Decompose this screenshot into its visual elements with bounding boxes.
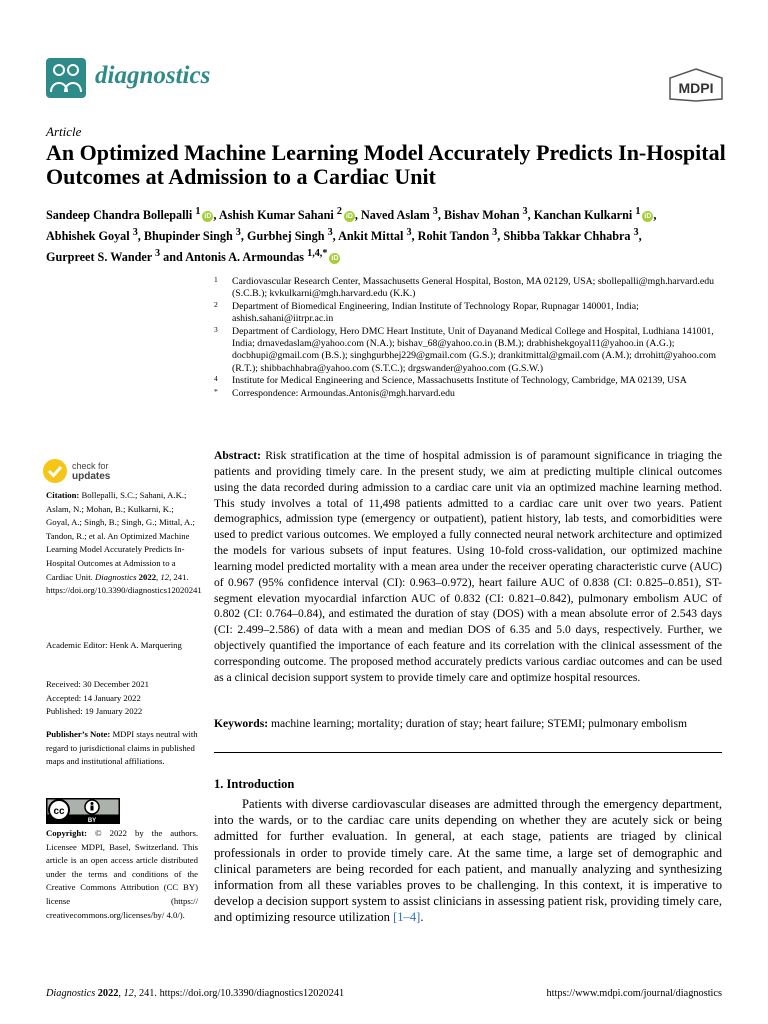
- author-separator: and: [160, 250, 186, 265]
- svg-text:cc: cc: [53, 806, 65, 817]
- copyright-label: Copyright:: [46, 828, 88, 838]
- footer-journal-url[interactable]: https://www.mdpi.com/journal/diagnostics: [546, 988, 722, 999]
- author-affiliation: 3: [327, 227, 333, 239]
- keywords-text: machine learning; mortality; duration of stay; heart failure; STEMI; pulmonary embolism: [271, 717, 687, 730]
- author-name: Abhishek Goyal: [46, 229, 130, 244]
- author-affiliation: 3: [132, 227, 138, 239]
- citation-block: Citation: Bollepalli, S.C.; Sahani, A.K.; Aslam, N.; Mohan, B.; Kulkarni, K.; Goyal, A.; Singh, B.; Singh, G.; Mittal, A.; Tandon, R.; et al. An Optimized Machine Learning Model Accurately Predicts In-Hospital Outcomes at Admission to a Cardiac Unit. Diagnostics 2022, 12, 241. https://doi.org/10.3390/diagnostics12020241: [46, 490, 202, 596]
- affiliation-number: *: [214, 386, 218, 396]
- author-affiliation: 1: [635, 206, 641, 217]
- author-separator: ,: [354, 208, 361, 223]
- article-type: Article: [46, 124, 82, 139]
- author-affiliation: 3: [235, 227, 241, 239]
- footer-citation: Diagnostics 2022, 12, 241. https://doi.org/10.3390/diagnostics12020241: [46, 988, 345, 999]
- cc-by-license-icon[interactable]: [46, 798, 120, 824]
- author-separator: ,: [653, 208, 657, 223]
- journal-name: diagnostics: [95, 62, 211, 89]
- author-separator: ,: [240, 229, 247, 244]
- check-updates-line2: updates: [72, 471, 111, 482]
- intro-text: Patients with diverse cardiovascular diseases are admitted through the emergency department, into the wards, or to the cardiac care units depending on whether they are acutely sick or being admitted for further evaluation. In general, at each stage, patients are triaged by clinical professionals in order to provide timely care. At the same time, a large set of demographic and clinical parameters are being recorded for each patient, and manually analyzing and synthesizing information from all these variables proves to be challenging. In this context, it is imperative to develop a decision support system to assist clinicians in assessing patient risk, providing timely care, and optimizing resource utilization: [214, 797, 722, 925]
- publisher-note: [46, 728, 198, 769]
- author-separator: ,: [437, 208, 444, 223]
- author-affiliation: 3: [155, 248, 161, 260]
- affiliation-text: Cardiovascular Research Center, Massachusetts General Hospital, Boston, MA 02129, USA; sbollepalli@mgh.harvard.edu (S.C.B.); kvkulkarni@mgh.harvard.edu (K.K.): [232, 276, 715, 300]
- citation-label: Citation:: [46, 490, 80, 500]
- affiliation-text: Department of Cardiology, Hero DMC Heart Institute, Unit of Dayanand Medical College and Hospital, Ludhiana 141001, India; drnavedaslam@yahoo.com (N.A.); bishav_68@yahoo.co.in (B.M.); drabhishekgoyal11@yahoo.in (A.G.); docbhupi@gmail.com (B.S.); singhgurbhej229@gmail.com (G.S.); drankitmittal@gmail.com (A.M.); drrohitt@yahoo.com (R.T.); shibbachhabra@yahoo.com (S.T.C.); drgswander@yahoo.com (G.S.W.): [232, 325, 716, 374]
- citation-year: 2022: [138, 571, 157, 582]
- check-for-updates-button[interactable]: [42, 458, 162, 488]
- keywords-label: Keywords:: [214, 717, 269, 730]
- citation-journal: Diagnostics: [94, 571, 137, 582]
- author-name: Bishav Mohan: [443, 208, 520, 223]
- author-separator: ,: [332, 229, 339, 244]
- footer-journal: Diagnostics: [46, 988, 96, 999]
- journal-logo-icon: [46, 58, 86, 98]
- publisher-note-text: MDPI stays neutral with regard to jurisdictional claims in published maps and institutional affiliations.: [46, 729, 198, 767]
- author-name: Gurbhej Singh: [246, 229, 325, 244]
- svg-text:BY: BY: [87, 818, 97, 824]
- author-name: Gurpreet S. Wander: [46, 250, 152, 265]
- author-separator: ,: [638, 229, 642, 244]
- author-separator: ,: [411, 229, 418, 244]
- footer-volume: 12: [123, 988, 134, 999]
- check-updates-icon: [42, 458, 68, 484]
- citation-doi[interactable]: , 241. https://doi.org/10.3390/diagnostics12020241: [46, 571, 202, 596]
- affiliation-item: [214, 388, 724, 400]
- affiliation-item: [214, 375, 724, 387]
- affiliation-item: [214, 326, 724, 376]
- affiliation-item: [214, 276, 724, 301]
- author-affiliation: 3: [432, 206, 438, 217]
- author-separator: ,: [497, 229, 504, 244]
- affiliation-number: 4: [214, 374, 218, 384]
- author-name: Naved Aslam: [361, 208, 430, 223]
- author-affiliation: 1: [195, 206, 201, 217]
- publisher-note-label: Publisher’s Note:: [46, 729, 111, 739]
- citation-volume: 12: [160, 571, 170, 582]
- orcid-icon[interactable]: iD: [644, 213, 652, 221]
- abstract-text: Risk stratification at the time of hospital admission is of paramount significance in triaging the patients and providing timely care. In the present study, we aim at predicting multiple clinical outcomes using the data recorded during admission to a cardiac care unit via an optimized machine learning method. This study involves a total of 11,498 patients admitted to a cardiac care unit over two years. Patient demographics, admission type (emergency or outpatient), patient history, lab tests, and comorbidities were used to predict various outcomes. We employed a fully connected neural network architecture and optimized the models for various subsets of input features. Using 10-fold cross-validation, our optimized machine learning model predicted mortality with a mean area under the receiver operating characteristic curve (AUC) of 0.967 (95% confidence interval (CI): 0.963–0.972), heart failure AUC of 0.838 (CI: 0.825–0.851), ST-segment elevation myocardial infarction AUC of 0.832 (CI: 0.821–0.842), pulmonary embolism AUC of 0.802 (CI: 0.764–0.84), and estimated the duration of stay (DOS) with a mean absolute error of 2.543 days (CI: 2.499–2.586) of data with a mean and median DOS of 6.35 and 5.0 days, respectively. Further, we objectively quantified the importance of each feature and its correlation with the clinical assessment of the corresponding outcome. The proposed method accurately predicts various cardiac outcomes and can be used as a clinical decision support system to provide timely care and optimize hospital resources.: [214, 449, 722, 684]
- keywords: [214, 716, 722, 731]
- academic-editor: Academic Editor: Henk A. Marquering: [46, 640, 182, 650]
- author-affiliation: 3: [522, 206, 528, 217]
- author-name: Ashish Kumar Sahani: [218, 208, 334, 223]
- affiliation-number: 3: [214, 324, 218, 334]
- intro-end: .: [420, 910, 424, 925]
- footer-year: 2022: [97, 988, 119, 999]
- author-name: Kanchan Kulkarni: [533, 208, 633, 223]
- affiliation-number: 2: [214, 299, 218, 309]
- svg-text:MDPI: MDPI: [678, 80, 714, 96]
- author-name: Shibba Takkar Chhabra: [503, 229, 631, 244]
- author-affiliation: 3: [492, 227, 498, 239]
- author-separator: ,: [213, 208, 219, 223]
- orcid-icon[interactable]: iD: [331, 255, 339, 263]
- dates-block: [46, 678, 198, 719]
- affiliation-text: Department of Biomedical Engineering, Indian Institute of Technology Ropar, Rupnagar 140001, India; ashish.sahani@iitrpr.ac.in: [232, 300, 639, 325]
- received-date: Received: 30 December 2021: [46, 679, 150, 689]
- affiliations: [214, 276, 724, 400]
- affiliation-number: 1: [214, 275, 218, 284]
- author-affiliation: 3: [406, 227, 412, 239]
- author-name: Rohit Tandon: [417, 229, 490, 244]
- author-affiliation: 2: [336, 206, 342, 217]
- check-updates-line1: check for: [72, 461, 109, 471]
- copyright-text: © 2022 by the authors. Licensee MDPI, Basel, Switzerland. This article is an open access article distributed under the terms and conditions of the Creative Commons Attribution (CC BY) license (https:// creativecommons.org/licenses/by/ 4.0/).: [46, 828, 199, 920]
- orcid-icon[interactable]: iD: [204, 213, 212, 221]
- abstract: [214, 448, 722, 686]
- abstract-label: Abstract:: [214, 449, 262, 462]
- accepted-date: Accepted: 14 January 2022: [46, 692, 141, 703]
- author-separator: ,: [137, 229, 144, 244]
- author-affiliation: 3: [633, 227, 639, 239]
- affiliation-text: Institute for Medical Engineering and Science, Massachusetts Institute of Technology, Cambridge, MA 02139, USA: [232, 375, 687, 387]
- divider: [214, 752, 722, 753]
- article-title: An Optimized Machine Learning Model Accurately Predicts In-Hospital Outcomes at Admission to a Cardiac Unit: [46, 140, 726, 189]
- author-separator: ,: [527, 208, 534, 223]
- author-name: Antonis A. Armoundas: [185, 250, 305, 265]
- orcid-icon[interactable]: iD: [345, 213, 353, 221]
- author-affiliation: 1,4,*: [307, 248, 328, 260]
- author-name: Sandeep Chandra Bollepalli: [46, 208, 193, 223]
- affiliation-text: Correspondence: Armoundas.Antonis@mgh.harvard.edu: [232, 387, 455, 399]
- mdpi-logo-icon: [668, 68, 724, 102]
- citation-link[interactable]: [1–4]: [393, 910, 421, 925]
- section-heading: 1. Introduction: [214, 777, 295, 791]
- footer-doi[interactable]: , 241. https://doi.org/10.3390/diagnostics12020241: [133, 988, 345, 999]
- author-list: [46, 203, 736, 266]
- intro-paragraph: [214, 796, 722, 926]
- copyright-block: [46, 827, 198, 922]
- citation-text: Bollepalli, S.C.; Sahani, A.K.; Aslam, N.; Mohan, B.; Kulkarni, K.; Goyal, A.; Singh, B.; Singh, G.; Mittal, A.; Tandon, R.; et al. An Optimized Machine Learning Model Accurately Predicts In-Hospital Outcomes at Admission to a Cardiac Unit.: [46, 490, 195, 582]
- affiliation-item: [214, 301, 724, 326]
- author-name: Bhupinder Singh: [143, 229, 233, 244]
- author-name: Ankit Mittal: [338, 229, 404, 244]
- published-date: Published: 19 January 2022: [46, 706, 143, 717]
